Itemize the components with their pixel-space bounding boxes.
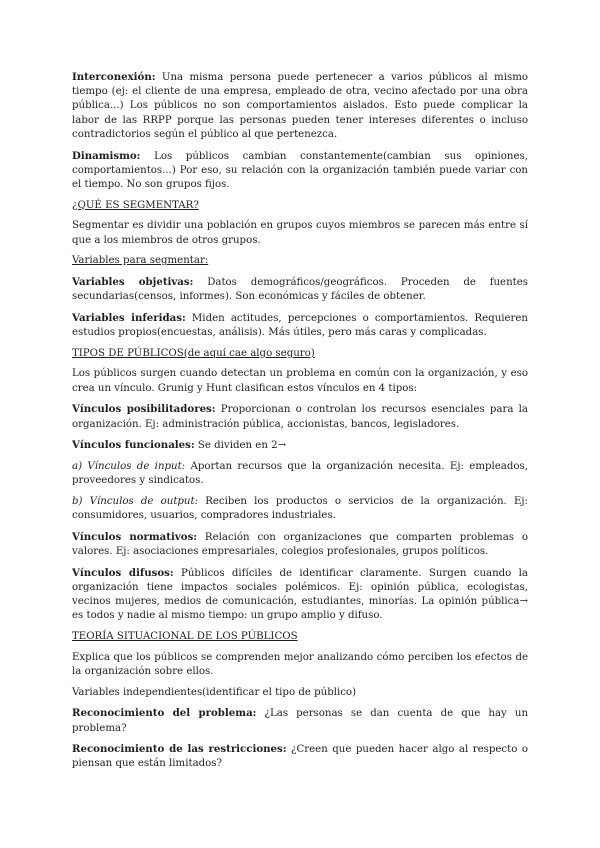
paragraph-reconocimiento-problema: [72, 706, 528, 735]
heading-text: Variables para segmentar:: [72, 255, 209, 267]
paragraph-vinculos-funcionales: [72, 438, 528, 453]
paragraph-reconocimiento-restricciones: [72, 742, 528, 771]
text-vinculos-difusos: Públicos difíciles de identificar claramente. Surgen cuando la organización tiene impactos sociales polémicos. Ej: opinión pública, ecologistas, vecinos mujeres, medios de comunicación, estudiantes, minorías. La opinión pública→ es todos y nadie al mismo tiempo: un grupo amplio y difuso.: [72, 567, 528, 622]
term-vinculos-normativos: Vínculos normativos:: [72, 530, 198, 543]
term-vinculos-difusos: Vínculos difusos:: [72, 566, 174, 579]
text-segmentar: Segmentar es dividir una población en grupos cuyos miembros se parecen más entre sí que a los miembros de otros grupos.: [72, 220, 528, 246]
paragraph-explica: [72, 651, 528, 679]
text-vinculos-input: Aportan recursos que la organización necesita. Ej: empleados, proveedores y sindicatos.: [72, 460, 528, 487]
text-interconexion: Una misma persona puede pertenecer a varios públicos al mismo tiempo (ej: el cliente de una empresa, empleado de otra, vecino afectado por una obra pública...) Los públicos no son comportamientos aislados. Esto puede complicar la labor de las RRPP porque las personas pueden tener intereses diferentes o incluso contradictorios según el público al que pertenezca.: [72, 72, 528, 140]
paragraph-publicos-surgen: [72, 367, 528, 395]
paragraph-variables-independientes: [72, 686, 528, 700]
text-vinculos-funcionales: Se dividen en 2→: [194, 440, 287, 452]
paragraph-segmentar: [72, 219, 528, 247]
text-vinculos-posibilitadores: Proporcionan o controlan los recursos esenciales para la organización. Ej: administración pública, accionistas, bancos, legisladores.: [72, 404, 528, 430]
text-publicos-surgen: Los públicos surgen cuando detectan un problema en común con la organización, y eso crea un vínculo. Grunig y Hunt clasifican estos vínculos en 4 tipos:: [72, 368, 528, 394]
term-dinamismo: Dinamismo:: [72, 149, 141, 162]
text-explica: Explica que los públicos se comprenden mejor analizando cómo perciben los efectos de la organización sobre ellos.: [72, 651, 528, 677]
paragraph-vinculos-normativos: [72, 530, 528, 559]
heading-variables-segmentar: [72, 254, 528, 268]
text-variables-objetivas: Datos demográficos/geográficos. Proceden de fuentes secundarias(censos, informes). Son económicas y fáciles de obtener.: [72, 276, 528, 303]
term-reconocimiento-restricciones: Reconocimiento de las restricciones:: [72, 743, 287, 756]
paragraph-vinculos-difusos: [72, 566, 528, 624]
term-interconexion: Interconexión:: [72, 71, 156, 83]
text-reconocimiento-problema: ¿Las personas se dan cuenta de que hay un problema?: [72, 708, 528, 734]
paragraph-vinculos-output: [72, 495, 528, 523]
paragraph-variables-inferidas: [72, 311, 528, 340]
heading-text: ¿QUÉ ES SEGMENTAR?: [72, 199, 199, 211]
heading-text: TEORÍA SITUACIONAL DE LOS PÚBLICOS: [72, 631, 298, 642]
paragraph-variables-objetivas: [72, 275, 528, 304]
term-vinculos-posibilitadores: Vínculos posibilitadores:: [72, 403, 216, 416]
paragraph-vinculos-input: [72, 460, 528, 488]
heading-text: TIPOS DE PÚBLICOS(de aquí cae algo seguro): [72, 347, 315, 359]
term-variables-inferidas: Variables inferidas:: [72, 311, 186, 324]
paragraph-vinculos-posibilitadores: [72, 402, 528, 431]
text-dinamismo: Los públicos cambian constantemente(cambian sus opiniones, comportamientos...) Por eso, su relación con la organización también puede variar con el tiempo. No son grupos fijos.: [72, 150, 528, 190]
heading-tipos-publicos: [72, 347, 528, 361]
heading-que-es-segmentar: [72, 199, 528, 213]
text-variables-independientes: Variables independientes(identificar el tipo de público): [72, 686, 357, 698]
term-vinculos-output: b) Vínculos de output:: [72, 495, 199, 507]
heading-teoria-situacional: [72, 630, 528, 644]
paragraph-interconexion: [72, 70, 528, 142]
term-vinculos-input: a) Vínculos de input:: [72, 460, 186, 472]
text-vinculos-normativos: Relación con organizaciones que comparten problemas o valores. Ej: asociaciones empresariales, colegios profesionales, grupos políticos.: [72, 531, 528, 557]
term-vinculos-funcionales: Vínculos funcionales:: [72, 439, 195, 452]
text-vinculos-output: Reciben los productos o servicios de la organización. Ej: consumidores, usuarios, compradores industriales.: [72, 495, 528, 522]
text-reconocimiento-restricciones: ¿Creen que pueden hacer algo al respecto o piensan que están limitados?: [72, 744, 528, 770]
text-variables-inferidas: Miden actitudes, percepciones o comportamientos. Requieren estudios propios(encuestas, análisis). Más útiles, pero más caras y complicadas.: [72, 312, 528, 339]
paragraph-dinamismo: [72, 149, 528, 193]
term-reconocimiento-problema: Reconocimiento del problema:: [72, 707, 257, 720]
term-variables-objetivas: Variables objetivas:: [72, 275, 194, 288]
